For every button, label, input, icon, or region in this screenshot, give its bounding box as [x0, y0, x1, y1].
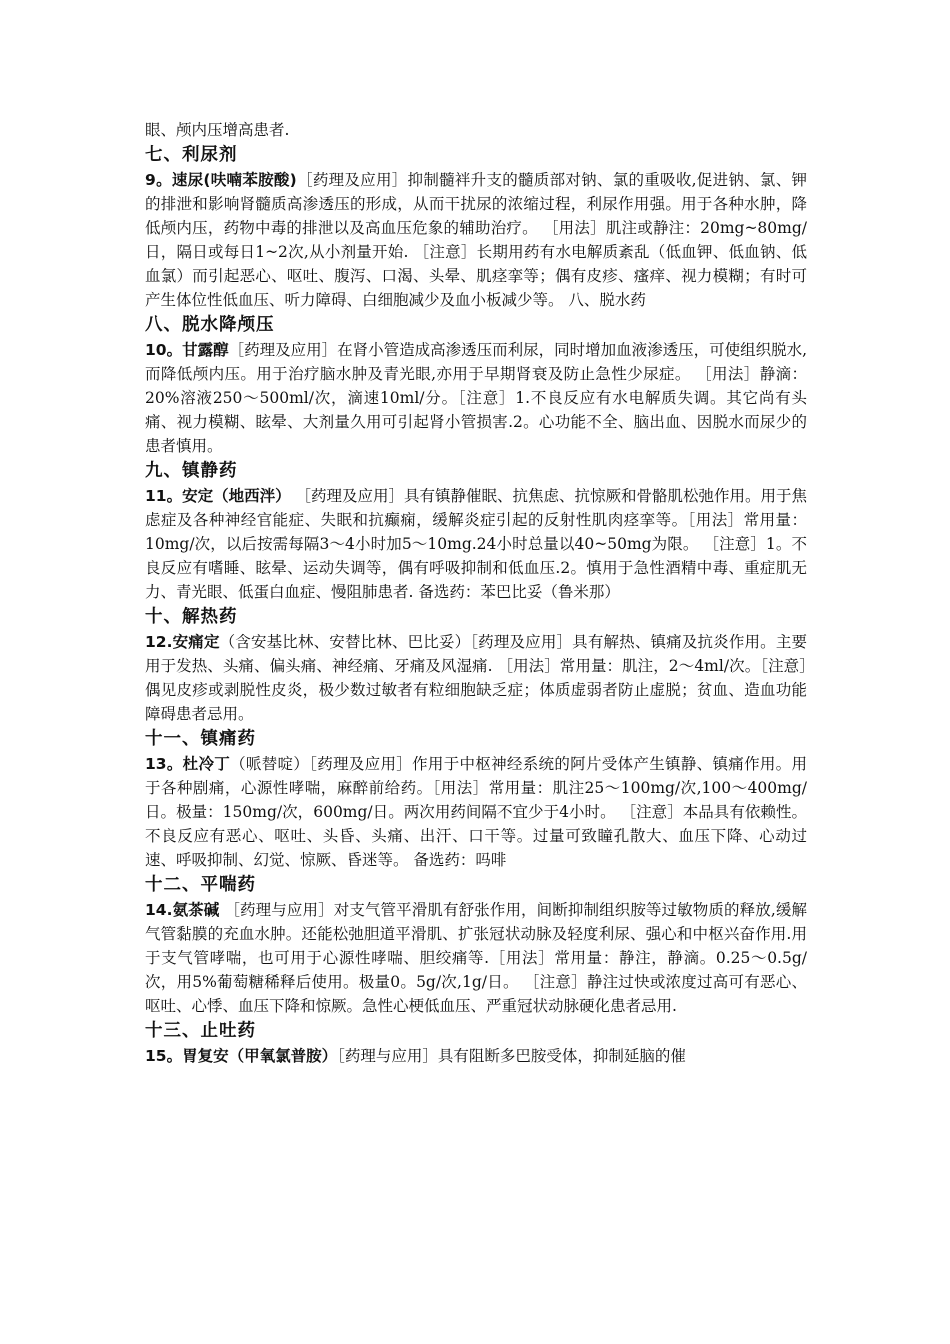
document-page	[145, 118, 807, 1068]
drug-entry-metoclopramide	[145, 1044, 807, 1068]
drug-entry-pethidine	[145, 752, 807, 872]
drug-entry-aminophylline	[145, 898, 807, 1018]
drug-description: ［药理及应用］具有镇静催眠、抗焦虑、抗惊厥和骨骼肌松弛作用。用于焦虑症及各种神经官能症、失眠和抗癫痫，缓解炎症引起的反射性肌肉痉挛等。［用法］常用量：10mg/次，以后按需每隔3～4小时加5～10mg.24小时总量以40~50mg为限。 ［注意］1。不良反应有嗜睡、眩晕、运动失调等，偶有呼吸抑制和低血压.2。慎用于急性酒精中毒、重症肌无力、青光眼、低蛋白血症、慢阻肺患者. 备选药：苯巴比妥（鲁米那）	[145, 487, 808, 601]
section-heading-analgesics: 十一、镇痛药	[145, 729, 256, 749]
drug-description: （含安基比林、安替比林、巴比妥）［药理及应用］具有解热、镇痛及抗炎作用。主要用于发热、头痛、偏头痛、神经痛、牙痛及风湿痛. ［用法］常用量：肌注，2～4ml/次。［注意］偶见皮疹或剥脱性皮炎，极少数过敏者有粒细胞缺乏症；体质虚弱者防止虚脱；贫血、造血功能障碍患者忌用。	[145, 633, 807, 723]
drug-name: 14.氨茶碱	[145, 901, 220, 919]
drug-description: ［药理与应用］具有阻断多巴胺受体，抑制延脑的催	[337, 1047, 686, 1065]
drug-description: ［药理与应用］对支气管平滑肌有舒张作用，间断抑制组织胺等过敏物质的释放,缓解气管黏膜的充血水肿。还能松弛胆道平滑肌、扩张冠状动脉及轻度利尿、强心和中枢兴奋作用.用于支气管哮喘，也可用于心源性哮喘、胆绞痛等.［用法］常用量：静注，静滴。0.25～0.5g/次，用5%葡萄糖稀释后使用。极量0。5g/次,1g/日。 ［注意］静注过快或浓度过高可有恶心、呕吐、心悸、血压下降和惊厥。急性心梗低血压、严重冠状动脉硬化患者忌用.	[145, 901, 807, 1015]
section-heading-diuretics: 七、利尿剂	[145, 145, 238, 165]
drug-name: 10。甘露醇	[145, 341, 229, 359]
drug-entry-diazepam	[145, 484, 807, 604]
drug-entry-antondine	[145, 630, 807, 726]
drug-name: 15。胃复安（甲氧氯普胺）	[145, 1047, 338, 1065]
drug-description: ［药理及应用］抑制髓袢升支的髓质部对钠、氯的重吸收,促进钠、氯、钾的排泄和影响肾髓质高渗透压的形成，从而干扰尿的浓缩过程，利尿作用强。用于各种水肿，降低颅内压，药物中毒的排泄以及高血压危象的辅助治疗。 ［用法］肌注或静注：20mg~80mg/日，隔日或每日1~2次,从小剂量开始. ［注意］长期用药有水电解质紊乱（低血钾、低血钠、低血氯）而引起恶心、呕吐、腹泻、口渴、头晕、肌痉挛等；偶有皮疹、瘙痒、视力模糊；有时可产生体位性低血压、听力障碍、白细胞减少及血小板减少等。 八、脱水药	[145, 171, 807, 309]
section-heading-antiemetics: 十三、止吐药	[145, 1021, 256, 1041]
drug-description: （哌替啶）［药理及应用］作用于中枢神经系统的阿片受体产生镇静、镇痛作用。用于各种剧痛，心源性哮喘，麻醉前给药。［用法］常用量：肌注25～100mg/次,100～400mg/日。极量：150mg/次，600mg/日。两次用药间隔不宜少于4小时。 ［注意］本品具有依赖性。不良反应有恶心、呕吐、头昏、头痛、出汗、口干等。过量可致瞳孔散大、血压下降、心动过速、呼吸抑制、幻觉、惊厥、昏迷等。 备选药：吗啡	[145, 755, 807, 869]
intro-text: 眼、颅内压增高患者.	[145, 121, 290, 139]
drug-name: 13。杜冷丁	[145, 755, 231, 773]
drug-name: 11。安定（地西泮）	[145, 487, 291, 505]
section-heading-antipyretics: 十、解热药	[145, 607, 238, 627]
section-heading-sedatives: 九、镇静药	[145, 461, 238, 481]
drug-name: 12.安痛定	[145, 633, 220, 651]
drug-entry-mannitol	[145, 338, 807, 458]
drug-name: 9。速尿(呋喃苯胺酸)	[145, 171, 297, 189]
drug-description: ［药理及应用］在肾小管造成高渗透压而利尿，同时增加血液渗透压，可使组织脱水,而降低颅内压。用于治疗脑水肿及青光眼,亦用于早期肾衰及防止急性少尿症。 ［用法］静滴：20%溶液250～500ml/次，滴速10ml/分。［注意］1.不良反应有水电解质失调。其它尚有头痛、视力模糊、眩晕、大剂量久用可引起肾小管损害.2。心功能不全、脑出血、因脱水而尿少的患者慎用。	[145, 341, 808, 455]
section-heading-antiasthmatics: 十二、平喘药	[145, 875, 256, 895]
drug-entry-furosemide	[145, 168, 807, 312]
section-heading-dehydration: 八、脱水降颅压	[145, 315, 275, 335]
